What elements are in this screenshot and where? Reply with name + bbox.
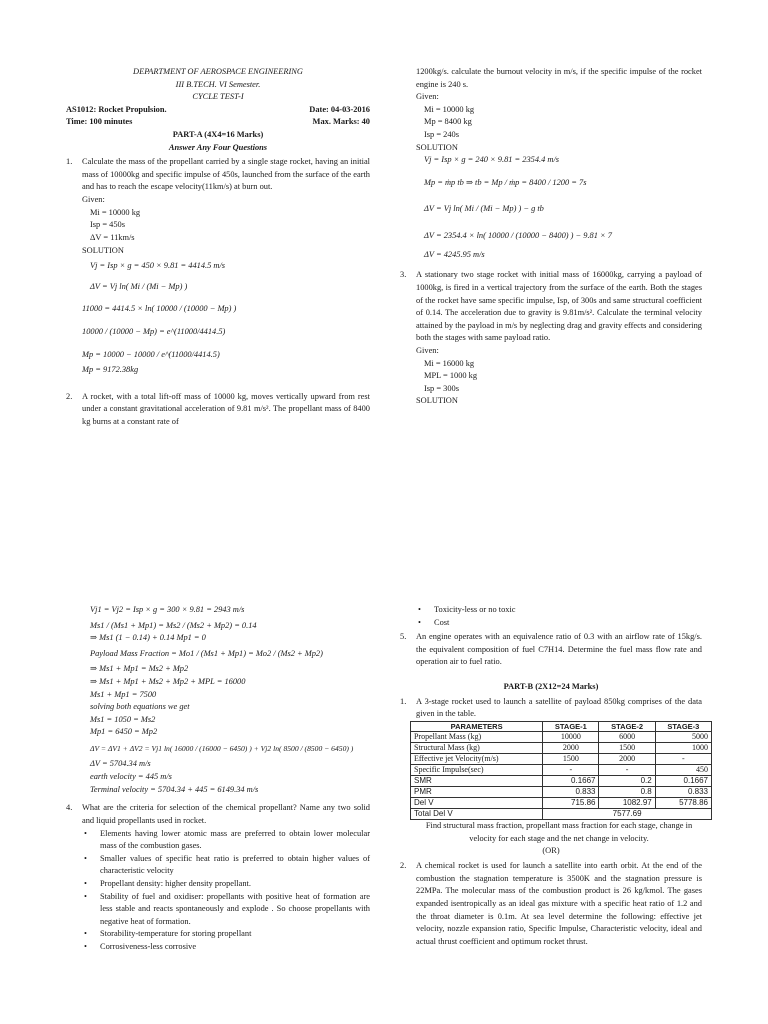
solution-label: SOLUTION bbox=[82, 245, 124, 255]
solution-answer: Mp = 9172.38kg bbox=[82, 365, 139, 375]
list-item-text: Smaller values of specific heat ratio is preferred to obtain higher values of characteristic velocity bbox=[100, 853, 370, 876]
table-cell: 10000 bbox=[543, 732, 599, 743]
list-item bbox=[66, 828, 370, 853]
question-2 bbox=[66, 391, 370, 429]
given-value: Mp = 8400 kg bbox=[424, 117, 472, 127]
question-number: 1. bbox=[400, 696, 407, 706]
question-number: 1. bbox=[66, 157, 73, 167]
list-item bbox=[400, 604, 702, 617]
list-item-text: Propellant density: higher density propellant. bbox=[100, 878, 251, 888]
solution-step: solving both equations we get bbox=[90, 702, 190, 712]
table-cell: 0.833 bbox=[543, 787, 599, 798]
exam-time: Time: 100 minutes bbox=[66, 117, 133, 127]
solution-step: ⇒ Ms1 + Mp1 + Ms2 + Mp2 + MPL = 16000 bbox=[90, 677, 246, 687]
solution-step: Mp1 = 6450 = Mp2 bbox=[90, 727, 158, 737]
bullet-icon: • bbox=[84, 853, 87, 863]
table-cell: 0.8 bbox=[599, 787, 655, 798]
column-header: PARAMETERS bbox=[411, 721, 543, 731]
table-cell: Effective jet Velocity(m/s) bbox=[411, 754, 543, 765]
solution-step: Mp = ṁp tb ⇒ tb = Mp / ṁp = 8400 / 1200 = 7s bbox=[424, 177, 587, 187]
part-b-question-2 bbox=[400, 860, 702, 948]
list-item bbox=[66, 891, 370, 929]
question-text: What are the criteria for selection of the chemical propellant? Name any two solid and liquid propellants used in rocket. bbox=[82, 803, 370, 825]
table-cell: 1082.97 bbox=[599, 798, 655, 809]
part-a-title: PART-A (4X4=16 Marks) bbox=[172, 130, 264, 140]
class-line: III B.TECH. VI Semester. bbox=[175, 79, 261, 89]
table-row bbox=[411, 776, 712, 787]
given-label: Given: bbox=[416, 345, 439, 355]
time-marks-row bbox=[66, 116, 370, 129]
solution-step: Ms1 = 1050 = Ms2 bbox=[90, 714, 156, 724]
bullet-icon: • bbox=[84, 942, 87, 952]
list-item bbox=[66, 853, 370, 878]
table-row bbox=[411, 732, 712, 743]
table-cell: 450 bbox=[655, 765, 711, 776]
question-number: 2. bbox=[400, 861, 407, 871]
solution-step: Payload Mass Fraction = Mo1 / (Ms1 + Mp1) = Mo2 / (Ms2 + Mp2) bbox=[90, 648, 323, 658]
table-row bbox=[411, 787, 712, 798]
question-text: Calculate the mass of the propellant carried by a single stage rocket, having an initial mass of 10000kg and specific impulse of 450s, launched from the surface of the earth and has to reach the escape velocity(11km/s) at burn out. bbox=[82, 157, 370, 192]
question-text: A stationary two stage rocket with initial mass of 16000kg, carrying a payload of 1000kg, is fired in a vertical trajectory from the surface of the earth. Both the stages of the rocket have same specific impulse, Isp, of 300s and same structural coefficient of 0.14. The acceleration due to gravity is 9.81m/s². Calculate the terminal velocity attained by the payload in m/s by neglecting drag and gravity effects and considering both the stages with same payload ratio. bbox=[416, 270, 702, 343]
list-item bbox=[400, 617, 702, 630]
table-cell: Del V bbox=[411, 798, 543, 809]
course-date-row bbox=[66, 104, 370, 117]
solution-step: 11000 = 4414.5 × ln( 10000 / (10000 − Mp) ) bbox=[82, 304, 237, 314]
max-marks: Max. Marks: 40 bbox=[312, 117, 370, 127]
solution-step: ⇒ Ms1 + Mp1 = Ms2 + Mp2 bbox=[90, 664, 189, 674]
table-cell: Propellant Mass (kg) bbox=[411, 732, 543, 743]
question-number: 2. bbox=[66, 391, 73, 401]
list-item-text: Cost bbox=[434, 617, 450, 627]
question-3 bbox=[400, 269, 702, 345]
table-cell: 0.833 bbox=[655, 787, 711, 798]
given-value: Isp = 450s bbox=[90, 220, 125, 230]
given-label: Given: bbox=[82, 195, 105, 205]
solution-step: earth velocity = 445 m/s bbox=[90, 772, 172, 782]
bullet-icon: • bbox=[84, 891, 87, 901]
table-caption: Find structural mass fraction, propellant mass fraction for each stage, change in velocity for each stage and the net change in velocity. bbox=[425, 821, 693, 843]
table-cell: - bbox=[543, 765, 599, 776]
part-b-title: PART-B (2X12=24 Marks) bbox=[503, 682, 599, 692]
list-item bbox=[66, 878, 370, 891]
solution-step: Vj = Isp × g = 450 × 9.81 = 4414.5 m/s bbox=[90, 261, 226, 271]
solution-step: ΔV = 5704.34 m/s bbox=[90, 759, 151, 769]
or-separator: (OR) bbox=[542, 846, 560, 856]
bullet-icon: • bbox=[84, 929, 87, 939]
question-number: 3. bbox=[400, 270, 407, 280]
list-item bbox=[66, 928, 370, 941]
solution-label: SOLUTION bbox=[416, 396, 458, 406]
table-row bbox=[411, 765, 712, 776]
solution-answer: ΔV = 4245.95 m/s bbox=[424, 249, 485, 259]
test-name: CYCLE TEST-I bbox=[192, 92, 244, 102]
column-header: STAGE-1 bbox=[543, 721, 599, 731]
table-cell: 5778.86 bbox=[655, 798, 711, 809]
table-cell: 1500 bbox=[543, 754, 599, 765]
solution-step: Ms1 + Mp1 = 7500 bbox=[90, 689, 157, 699]
table-cell: PMR bbox=[411, 787, 543, 798]
stage-data-table bbox=[410, 721, 712, 820]
table-cell: 2000 bbox=[599, 754, 655, 765]
list-item-text: Elements having lower atomic mass are preferred to obtain lower molecular mass of the combustion gases. bbox=[100, 828, 370, 851]
given-label: Given: bbox=[416, 92, 439, 102]
table-cell: - bbox=[655, 754, 711, 765]
bullet-icon: • bbox=[84, 828, 87, 838]
table-row bbox=[411, 743, 712, 754]
solution-step: ΔV = Vj ln( Mi / (Mi − Mp) ) bbox=[90, 281, 188, 291]
solution-step: ΔV = ΔV1 + ΔV2 = Vj1 ln( 16000 / (16000 − 6450) ) + Vj2 ln( 8500 / (8500 − 6450) ) bbox=[90, 744, 354, 754]
table-total-row bbox=[411, 809, 712, 820]
department-title: DEPARTMENT OF AEROSPACE ENGINEERING bbox=[133, 67, 303, 76]
table-cell: SMR bbox=[411, 776, 543, 787]
table-cell: - bbox=[599, 765, 655, 776]
table-row bbox=[411, 754, 712, 765]
given-value: Isp = 300s bbox=[424, 383, 459, 393]
exam-date: Date: 04-03-2016 bbox=[309, 104, 370, 114]
bullet-icon: • bbox=[418, 605, 421, 614]
part-a-subtitle: Answer Any Four Questions bbox=[168, 142, 268, 152]
table-cell: 7577.69 bbox=[543, 809, 712, 820]
list-item-text: Toxicity-less or no toxic bbox=[434, 605, 516, 614]
list-item bbox=[66, 941, 370, 954]
given-value: Isp = 240s bbox=[424, 130, 459, 140]
given-value: Mi = 16000 kg bbox=[424, 358, 475, 368]
given-value: Mi = 10000 kg bbox=[424, 104, 475, 114]
table-cell: 2000 bbox=[543, 743, 599, 754]
table-cell: 0.2 bbox=[599, 776, 655, 787]
table-cell: 715.86 bbox=[543, 798, 599, 809]
table-cell: Structural Mass (kg) bbox=[411, 743, 543, 754]
solution-label: SOLUTION bbox=[416, 142, 458, 152]
question-2-continued: 1200kg/s. calculate the burnout velocity in m/s, if the specific impulse of the rocket engine is 240 s. bbox=[416, 67, 702, 89]
question-4 bbox=[66, 802, 370, 827]
table-row bbox=[411, 798, 712, 809]
solution-step: 10000 / (10000 − Mp) = e^(11000/4414.5) bbox=[82, 326, 226, 336]
bullet-icon: • bbox=[418, 617, 421, 627]
list-item-text: Corrosiveness-less corrosive bbox=[100, 942, 197, 952]
course-code: AS1012: Rocket Propulsion. bbox=[66, 104, 167, 114]
list-item-text: Storability-temperature for storing propellant bbox=[100, 929, 252, 939]
question-1 bbox=[66, 156, 370, 194]
bullet-icon: • bbox=[84, 878, 87, 888]
table-header-row bbox=[411, 721, 712, 731]
question-text: A rocket, with a total lift-off mass of 10000 kg, moves vertically upward from rest under a constant gravitational acceleration of 9.81 m/s². The propellant mass of 8400 kg burns at a constant rate of bbox=[82, 391, 370, 427]
list-item-text: Stability of fuel and oxidiser: propellants with positive heat of formation are less stable and reacts spontaneously and explode . So choose propellants with negative heat of formation. bbox=[100, 891, 370, 926]
top-left-column bbox=[66, 66, 370, 429]
table-cell: 1000 bbox=[655, 743, 711, 754]
table-cell: 1500 bbox=[599, 743, 655, 754]
question-text: A chemical rocket is used for launch a satellite into earth orbit. At the end of the combustion the stagnation temperature is 3500K and the stagnation pressure is 22MPa. The molecular mass of the combustion product is 26 kg/kmol. The gases expanded isentropically as an ideal gas mixture with a specific heat ratio of 1.2 and the throat diameter is 0.1m. At sea level determine the following: effective jet velocity, nozzle expansion ratio, Specific Impulse, Characteristic velocity, ideal and actual thrust coefficient and optimum rocket thrust. bbox=[416, 861, 702, 946]
question-text: A 3-stage rocket used to launch a satellite of payload 850kg comprises of the data given in the table. bbox=[416, 696, 702, 719]
solution-step: ΔV = Vj ln( Mi / (Mi − Mp) ) − g tb bbox=[424, 204, 544, 214]
part-b-question-1 bbox=[400, 696, 702, 721]
solution-step: ⇒ Ms1 (1 − 0.14) + 0.14 Mp1 = 0 bbox=[90, 633, 206, 643]
given-value: MPL = 1000 kg bbox=[424, 371, 478, 381]
given-value: Mi = 10000 kg bbox=[90, 207, 141, 217]
question-number: 4. bbox=[66, 803, 73, 813]
question-number: 5. bbox=[400, 632, 407, 642]
column-header: STAGE-3 bbox=[655, 721, 711, 731]
question-5 bbox=[400, 631, 702, 669]
table-cell: Specific Impulse(sec) bbox=[411, 765, 543, 776]
table-cell: 5000 bbox=[655, 732, 711, 743]
table-cell: 0.1667 bbox=[655, 776, 711, 787]
table-cell: 6000 bbox=[599, 732, 655, 743]
solution-step: ΔV = 2354.4 × ln( 10000 / (10000 − 8400) ) − 9.81 × 7 bbox=[424, 231, 612, 241]
table-cell: 0.1667 bbox=[543, 776, 599, 787]
column-header: STAGE-2 bbox=[599, 721, 655, 731]
solution-step: Ms1 / (Ms1 + Mp1) = Ms2 / (Ms2 + Mp2) = 0.14 bbox=[90, 620, 257, 630]
question-text: An engine operates with an equivalence ratio of 0.3 with an airflow rate of 15kg/s. the equivalent composition of fuel C7H14. Determine the fuel mass flow rate and operation air to fuel ratio. bbox=[416, 632, 702, 667]
bottom-right-column bbox=[400, 604, 708, 948]
solution-answer: Terminal velocity = 5704.34 + 445 = 6149.34 m/s bbox=[90, 784, 259, 794]
given-value: ΔV = 11km/s bbox=[90, 232, 135, 242]
solution-step: Vj1 = Vj2 = Isp × g = 300 × 9.81 = 2943 m/s bbox=[90, 605, 245, 614]
bottom-left-column bbox=[66, 604, 370, 954]
top-right-column bbox=[400, 66, 702, 408]
solution-step: Vj = Isp × g = 240 × 9.81 = 2354.4 m/s bbox=[424, 155, 560, 165]
solution-step: Mp = 10000 − 10000 / e^(11000/4414.5) bbox=[82, 349, 220, 359]
table-cell: Total Del V bbox=[411, 809, 543, 820]
